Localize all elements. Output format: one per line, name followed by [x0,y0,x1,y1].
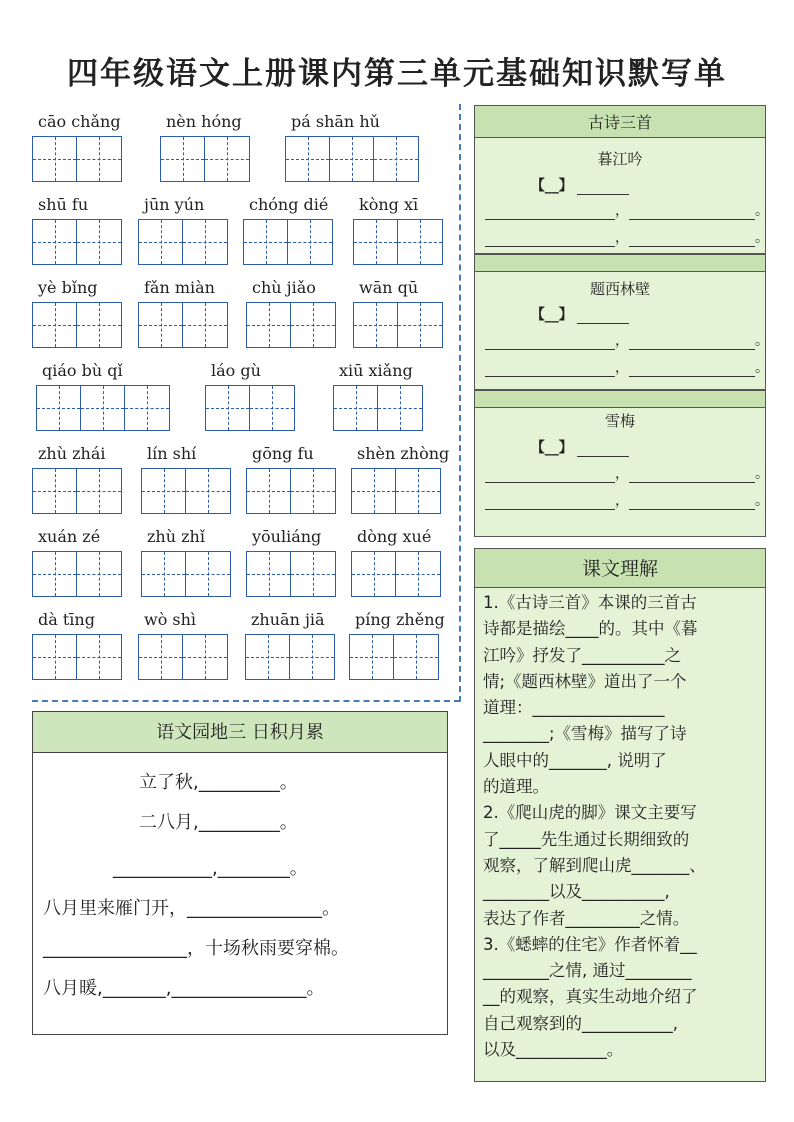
understanding-line: ________;《雪梅》描写了诗 [483,724,687,744]
grid-cell[interactable] [37,386,81,430]
pinyin-label: chù jiǎo [252,278,316,297]
writing-grid[interactable] [353,219,443,265]
poem-line-1 [485,330,769,350]
poem-line-2 [485,490,769,510]
poem-line-1 [485,463,769,483]
accumulate-line: 立了秋,_________。 [139,772,298,793]
grid-cell[interactable] [244,220,288,264]
writing-grid[interactable] [32,634,122,680]
comma: ， [615,466,629,482]
understanding-line: __的观察，真实生动地介绍了 [483,987,698,1007]
pinyin-label: láo gù [211,361,261,380]
grid-cell[interactable] [77,552,121,596]
pinyin-label: fǎn miàn [144,278,215,297]
accumulate-header: 语文园地三 日积月累 [33,712,447,753]
pinyin-label: xiū xiǎng [339,361,413,380]
grid-cell[interactable] [247,303,291,347]
grid-cell[interactable] [142,552,186,596]
poem-box-3 [474,407,769,537]
poem-title: 题西林壁 [589,280,650,298]
understanding-line: 2.《爬山虎的脚》课文主要写 [483,803,697,823]
understanding-line: 1.《古诗三首》本课的三首古 [483,593,697,612]
grid-cell[interactable] [354,303,398,347]
poem-line-2 [485,357,769,377]
grid-cell[interactable] [396,469,440,513]
pinyin-label: lín shí [147,444,197,463]
grid-cell[interactable] [398,220,442,264]
accumulate-section [32,711,448,1035]
grid-cell[interactable] [81,386,125,430]
grid-cell[interactable] [33,303,77,347]
grid-cell[interactable] [33,635,77,679]
writing-grid[interactable] [138,302,228,348]
writing-grid[interactable] [32,219,122,265]
poems-header: 古诗三首 [474,105,766,138]
grid-cell[interactable] [334,386,378,430]
writing-grid[interactable] [245,634,335,680]
grid-cell[interactable] [290,635,334,679]
writing-grid[interactable] [141,551,231,597]
understanding-line: 情;《题西林壁》道出了一个 [483,671,687,691]
author-bracket: 【__】 [530,307,573,323]
grid-cell[interactable] [350,635,394,679]
pinyin-label: jūn yún [144,195,205,214]
period: 。 [755,230,769,246]
grid-cell[interactable] [354,220,398,264]
comma: ， [615,203,629,219]
pinyin-label: dà tīng [38,610,95,629]
understanding-line: 自己观察到的___________, [483,1013,678,1033]
comma: ， [615,230,629,246]
grid-cell[interactable] [288,220,332,264]
pinyin-label: nèn hóng [166,112,242,131]
grid-cell[interactable] [33,220,77,264]
understanding-line: ________以及__________, [483,882,670,902]
understanding-line: 的道理。 [483,777,549,797]
grid-cell[interactable] [33,469,77,513]
poem-box-1 [474,137,769,254]
grid-cell[interactable] [183,220,227,264]
writing-grid[interactable] [141,468,231,514]
pinyin-label: cāo chǎng [38,112,121,131]
pinyin-area [32,104,460,700]
pinyin-label: píng zhěng [355,610,445,629]
poem-box-2 [474,271,769,390]
understanding-line: ________之情, 通过________ [483,961,692,981]
poem-divider-bar [474,254,766,272]
comma: ， [615,333,629,349]
period: 。 [755,203,769,219]
writing-grid[interactable] [349,634,439,680]
understanding-line: 观察，了解到爬山虎_______、 [483,855,706,875]
grid-cell[interactable] [205,137,249,181]
writing-grid[interactable] [32,468,122,514]
grid-cell[interactable] [291,303,335,347]
writing-grid[interactable] [246,302,336,348]
understanding-line: 表达了作者_________之情。 [483,908,690,928]
understanding-box [474,587,766,1082]
writing-grid[interactable] [246,551,336,597]
pinyin-label: pá shān hǔ [291,112,380,131]
poem-title: 雪梅 [604,412,635,430]
pinyin-label: dòng xué [357,527,432,546]
grid-cell[interactable] [183,635,227,679]
understanding-text [483,590,763,1063]
pinyin-label: zhuān jiā [251,610,325,629]
grid-cell[interactable] [352,552,396,596]
accumulate-line: ___________,________。 [113,858,308,879]
writing-grid[interactable] [243,219,333,265]
period: 。 [755,360,769,376]
writing-grid[interactable] [285,136,419,182]
grid-cell[interactable] [247,552,291,596]
horizontal-divider [32,700,460,702]
period: 。 [755,493,769,509]
pinyin-label: xuán zé [38,527,101,546]
accumulate-line: 二八月,_________。 [139,812,298,833]
accumulate-line: ________________，十场秋雨要穿棉。 [43,938,349,959]
grid-cell[interactable] [77,220,121,264]
grid-cell[interactable] [77,303,121,347]
writing-grid[interactable] [246,468,336,514]
pinyin-label: yōuliáng [252,527,322,546]
grid-cell[interactable] [352,469,396,513]
understanding-header: 课文理解 [474,548,766,588]
understanding-line: 3.《蟋蟀的住宅》作者怀着__ [483,934,697,954]
grid-cell[interactable] [291,469,335,513]
writing-grid[interactable] [205,385,295,431]
pinyin-label: zhù zhái [38,444,106,463]
pinyin-label: wān qū [359,278,419,297]
grid-cell[interactable] [394,635,438,679]
pinyin-label: qiáo bù qǐ [42,361,123,380]
poem-title: 暮江吟 [597,150,643,168]
grid-cell[interactable] [378,386,422,430]
pinyin-label: shū fu [38,195,89,214]
writing-grid[interactable] [36,385,170,431]
grid-cell[interactable] [142,469,186,513]
pinyin-label: yè bǐng [38,278,98,297]
poem-author-line [435,437,725,457]
period: 。 [755,333,769,349]
grid-cell[interactable] [139,303,183,347]
understanding-line: 了_____先生通过长期细致的 [483,829,690,849]
poem-author-line [435,304,725,324]
page-title: 四年级语文上册课内第三单元基础知识默写单 [67,56,727,92]
grid-cell[interactable] [77,469,121,513]
pinyin-label: gōng fu [252,444,314,463]
understanding-line: 诗都是描绘____的。其中《暮 [483,619,698,639]
grid-cell[interactable] [246,635,290,679]
grid-cell[interactable] [247,469,291,513]
pinyin-label: kòng xī [359,195,419,214]
pinyin-label: zhù zhǐ [147,527,205,546]
grid-cell[interactable] [396,552,440,596]
grid-cell[interactable] [125,386,169,430]
writing-grid[interactable] [351,468,441,514]
grid-cell[interactable] [161,137,205,181]
understanding-line: 以及___________。 [483,1040,624,1060]
comma: ， [615,360,629,376]
writing-grid[interactable] [160,136,250,182]
poem-divider-bar [474,390,766,408]
poem-line-1 [485,200,769,220]
grid-cell[interactable] [77,137,121,181]
grid-cell[interactable] [286,137,330,181]
writing-grid[interactable] [32,136,122,182]
period: 。 [755,466,769,482]
grid-cell[interactable] [183,303,227,347]
author-bracket: 【__】 [530,178,573,194]
writing-grid[interactable] [353,302,443,348]
understanding-line: 人眼中的_______, 说明了 [483,750,667,770]
grid-cell[interactable] [206,386,250,430]
grid-cell[interactable] [374,137,418,181]
pinyin-label: shèn zhòng [357,444,450,463]
pinyin-label: chóng dié [249,195,329,214]
poem-author-line [435,175,725,195]
writing-grid[interactable] [138,219,228,265]
author-bracket: 【__】 [530,440,573,456]
grid-cell[interactable] [33,552,77,596]
comma: ， [615,493,629,509]
writing-grid[interactable] [351,551,441,597]
grid-cell[interactable] [139,635,183,679]
poem-line-2 [485,227,769,247]
grid-cell[interactable] [186,469,230,513]
understanding-line: 江吟》抒发了__________之 [483,645,681,665]
writing-grid[interactable] [32,551,122,597]
grid-cell[interactable] [330,137,374,181]
writing-grid[interactable] [32,302,122,348]
accumulate-line: 八月里来雁门开，_______________。 [43,898,340,919]
grid-cell[interactable] [291,552,335,596]
writing-grid[interactable] [138,634,228,680]
pinyin-label: wò shì [144,610,197,629]
grid-cell[interactable] [139,220,183,264]
writing-grid[interactable] [333,385,423,431]
grid-cell[interactable] [250,386,294,430]
accumulate-line: 八月暖,_______,_______________。 [43,978,325,999]
grid-cell[interactable] [186,552,230,596]
grid-cell[interactable] [33,137,77,181]
understanding-line: 道理：________________ [483,698,665,718]
grid-cell[interactable] [77,635,121,679]
